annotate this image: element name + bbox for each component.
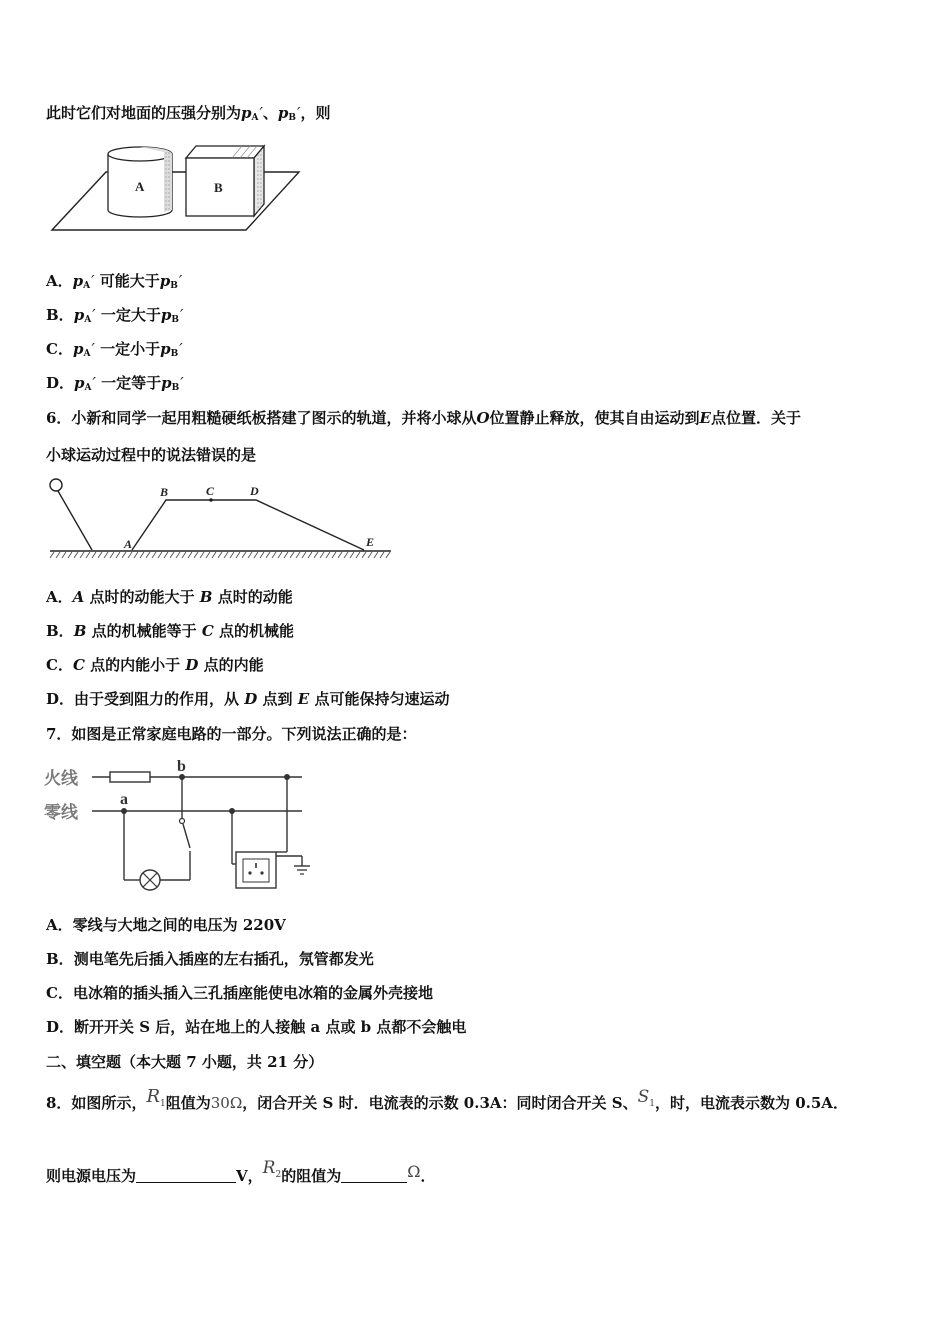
q6-option-a[interactable]: A．A 点时的动能大于 B 点时的动能 [46,588,293,606]
track-label-e: E [366,535,375,549]
cylinder-label: A [135,179,145,194]
switch-pivot [180,819,185,824]
track-label-a: A [124,537,133,551]
q6-option-d[interactable]: D．由于受到阻力的作用，从 D 点到 E 点可能保持匀速运动 [46,690,450,708]
q5-option-a[interactable]: A．$p_A'$ 可能大于$p_B'$ [46,272,183,291]
socket-icon [236,852,276,888]
track-label-d: D [250,484,259,498]
fuse [110,772,150,782]
q7-option-d[interactable]: D．断开开关 S 后，站在地上的人接触 a 点或 b 点都不会触电 [46,1018,467,1036]
q6-stem-line2: 小球运动过程中的说法错误的是 [46,446,257,464]
q6-stem-line1: 6．小新和同学一起用粗糙硬纸板搭建了图示的轨道，并将小球从O位置静止释放，使其自由运动到E点位置．关于 [46,409,801,427]
q6-option-c[interactable]: C．C 点的内能小于 D 点的内能 [46,656,264,674]
neutral-wire-label: 零线 [44,803,78,822]
ball [50,479,62,491]
track-label-c: C [206,484,215,498]
q8-line2: 则电源电压为 V，$R^2$的阻值为 Ω． [46,1158,436,1185]
track-label-b: B [160,485,169,499]
point-b-label: b [177,758,186,775]
q8-line1: 8．如图所示，R1阻值为30Ω，闭合开关 S 时．电流表的示数 0.3A：同时闭合开关 S、S1，时，电流表示数为 0.5A． [46,1086,848,1112]
answer-blank-voltage[interactable] [136,1168,236,1183]
section-title: 二、填空题（本大题 7 小题，共 21 分） [46,1053,324,1071]
q7-option-c[interactable]: C．电冰箱的插头插入三孔插座能使电冰箱的金属外壳接地 [46,984,433,1002]
q5-option-c[interactable]: C．$p_A'$ 一定小于$p_B'$ [46,340,183,359]
live-wire-label: 火线 [44,769,78,788]
q7-circuit-figure [44,756,314,896]
switch [183,824,190,848]
cube-label: B [214,180,223,195]
q6-track-figure [46,474,396,560]
q7-option-b[interactable]: B．测电笔先后插入插座的左右插孔，氖管都发光 [46,950,374,968]
answer-blank-resistance[interactable] [341,1168,407,1183]
q6-option-b[interactable]: B．B 点的机械能等于 C 点的机械能 [46,622,295,640]
q5-intro: 此时它们对地面的压强分别为$p_A'$、$p_B'$，则 [46,104,331,123]
cylinder-a [108,147,172,217]
q7-stem: 7．如图是正常家庭电路的一部分。下列说法正确的是： [46,725,417,743]
point-a-label: a [120,791,128,808]
q5-figure [46,140,306,236]
q7-option-a[interactable]: A．零线与大地之间的电压为 220V [46,916,286,934]
q5-option-b[interactable]: B．$p_A'$ 一定大于$p_B'$ [46,306,184,325]
q5-option-d[interactable]: D．$p_A'$ 一定等于$p_B'$ [46,374,184,393]
ground-icon [294,866,310,874]
cube-b [186,146,264,216]
